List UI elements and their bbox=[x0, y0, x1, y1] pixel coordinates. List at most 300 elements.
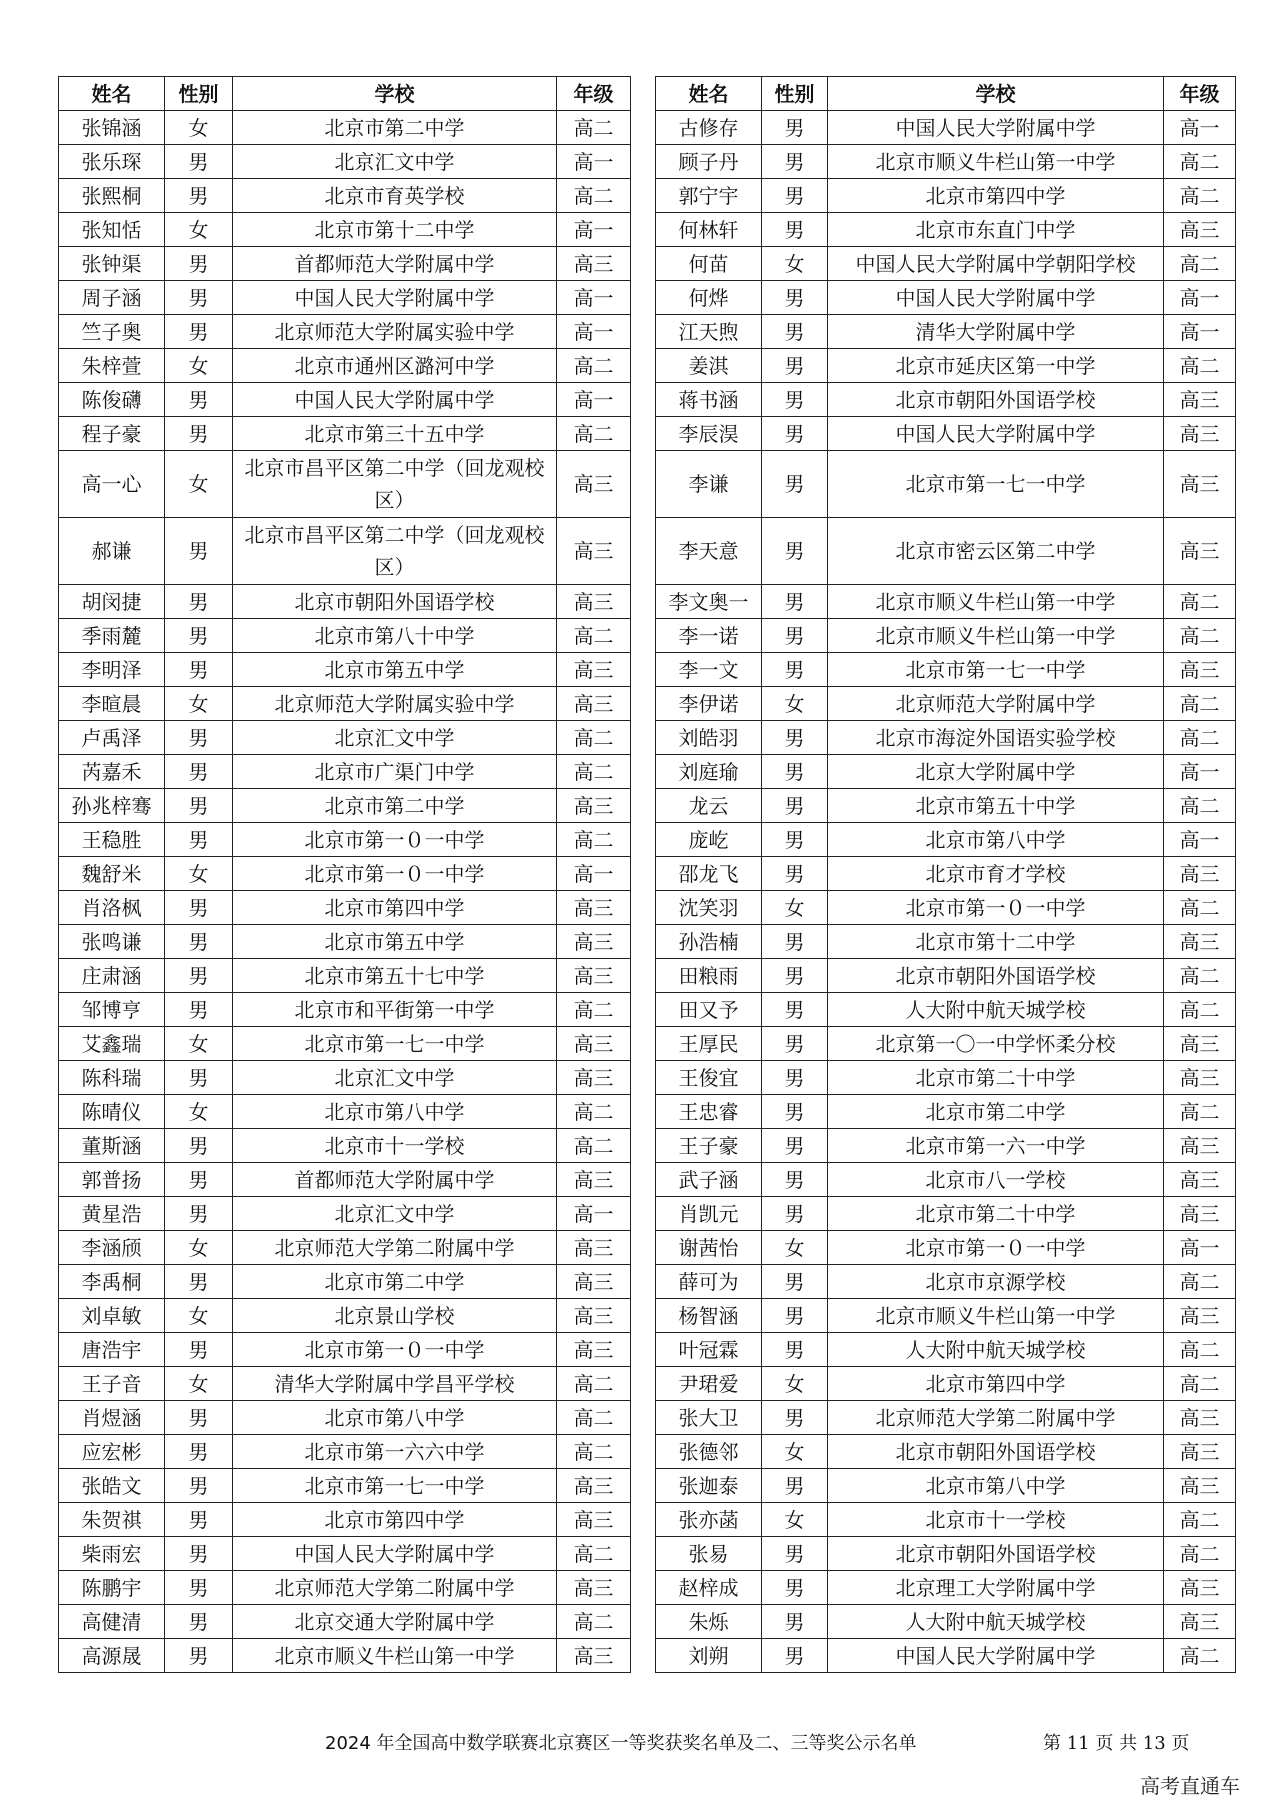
cell-school: 北京师范大学第二附属中学 bbox=[233, 1571, 557, 1605]
cell-grade: 高三 bbox=[557, 687, 631, 721]
cell-name: 蒋书涵 bbox=[656, 383, 762, 417]
cell-grade: 高三 bbox=[557, 518, 631, 585]
cell-grade: 高三 bbox=[557, 1299, 631, 1333]
cell-gender: 女 bbox=[165, 1231, 233, 1265]
cell-gender: 男 bbox=[762, 993, 828, 1027]
header-school: 学校 bbox=[828, 77, 1164, 111]
cell-school: 北京市第五十中学 bbox=[828, 789, 1164, 823]
page-number: 第 11 页 共 13 页 bbox=[1043, 1733, 1190, 1754]
cell-gender: 女 bbox=[165, 1367, 233, 1401]
table-row bbox=[59, 383, 631, 417]
cell-gender: 女 bbox=[165, 857, 233, 891]
cell-grade: 高二 bbox=[1164, 993, 1236, 1027]
cell-name: 杨智涵 bbox=[656, 1299, 762, 1333]
table-row bbox=[59, 925, 631, 959]
cell-grade: 高一 bbox=[1164, 1231, 1236, 1265]
header-gender: 性别 bbox=[762, 77, 828, 111]
cell-school: 北京市通州区潞河中学 bbox=[233, 349, 557, 383]
cell-name: 肖洛枫 bbox=[59, 891, 165, 925]
cell-gender: 男 bbox=[165, 755, 233, 789]
cell-gender: 男 bbox=[762, 1129, 828, 1163]
cell-grade: 高三 bbox=[557, 959, 631, 993]
table-row bbox=[656, 1537, 1236, 1571]
cell-gender: 女 bbox=[762, 1367, 828, 1401]
table-row bbox=[59, 619, 631, 653]
cell-name: 张乐琛 bbox=[59, 145, 165, 179]
cell-school: 北京市第一七一中学 bbox=[828, 653, 1164, 687]
cell-grade: 高二 bbox=[1164, 1503, 1236, 1537]
cell-name: 陈科瑞 bbox=[59, 1061, 165, 1095]
cell-name: 高健清 bbox=[59, 1605, 165, 1639]
cell-gender: 男 bbox=[165, 959, 233, 993]
cell-name: 庄肃涵 bbox=[59, 959, 165, 993]
cell-name: 龙云 bbox=[656, 789, 762, 823]
cell-school: 北京市育才学校 bbox=[828, 857, 1164, 891]
cell-grade: 高一 bbox=[557, 857, 631, 891]
cell-school: 人大附中航天城学校 bbox=[828, 1605, 1164, 1639]
cell-grade: 高一 bbox=[557, 145, 631, 179]
cell-gender: 男 bbox=[165, 993, 233, 1027]
footer-title: 2024 年全国高中数学联赛北京赛区一等奖获奖名单及二、三等奖公示名单 bbox=[325, 1733, 917, 1754]
cell-name: 张鸣谦 bbox=[59, 925, 165, 959]
table-row bbox=[656, 1469, 1236, 1503]
cell-gender: 男 bbox=[165, 417, 233, 451]
cell-gender: 男 bbox=[165, 1061, 233, 1095]
table-row bbox=[656, 585, 1236, 619]
cell-gender: 男 bbox=[762, 585, 828, 619]
cell-name: 王俊宜 bbox=[656, 1061, 762, 1095]
table-row bbox=[656, 1571, 1236, 1605]
cell-name: 李明泽 bbox=[59, 653, 165, 687]
cell-gender: 男 bbox=[165, 1197, 233, 1231]
cell-name: 沈笑羽 bbox=[656, 891, 762, 925]
cell-school: 北京市密云区第二中学 bbox=[828, 518, 1164, 585]
cell-grade: 高一 bbox=[1164, 315, 1236, 349]
cell-name: 李辰淏 bbox=[656, 417, 762, 451]
cell-grade: 高二 bbox=[1164, 247, 1236, 281]
cell-gender: 男 bbox=[762, 383, 828, 417]
cell-gender: 男 bbox=[165, 145, 233, 179]
cell-school: 中国人民大学附属中学 bbox=[828, 281, 1164, 315]
table-row bbox=[656, 1197, 1236, 1231]
cell-name: 孙兆梓骞 bbox=[59, 789, 165, 823]
cell-gender: 男 bbox=[165, 891, 233, 925]
table-row bbox=[656, 1367, 1236, 1401]
cell-gender: 男 bbox=[762, 179, 828, 213]
cell-grade: 高三 bbox=[557, 1571, 631, 1605]
cell-gender: 女 bbox=[165, 1095, 233, 1129]
cell-name: 朱梓萱 bbox=[59, 349, 165, 383]
cell-school: 北京市第八十中学 bbox=[233, 619, 557, 653]
cell-grade: 高二 bbox=[557, 1129, 631, 1163]
cell-grade: 高二 bbox=[1164, 585, 1236, 619]
cell-name: 陈俊礴 bbox=[59, 383, 165, 417]
cell-grade: 高二 bbox=[557, 1367, 631, 1401]
table-header-row bbox=[656, 77, 1236, 111]
table-row bbox=[59, 145, 631, 179]
cell-name: 姜淇 bbox=[656, 349, 762, 383]
table-row bbox=[59, 959, 631, 993]
cell-grade: 高三 bbox=[1164, 653, 1236, 687]
table-row bbox=[59, 1537, 631, 1571]
cell-grade: 高三 bbox=[1164, 518, 1236, 585]
table-row bbox=[59, 789, 631, 823]
header-grade: 年级 bbox=[557, 77, 631, 111]
cell-school: 北京师范大学第二附属中学 bbox=[828, 1401, 1164, 1435]
cell-grade: 高三 bbox=[1164, 1469, 1236, 1503]
cell-name: 芮嘉禾 bbox=[59, 755, 165, 789]
cell-school: 北京市八一学校 bbox=[828, 1163, 1164, 1197]
cell-school: 中国人民大学附属中学 bbox=[828, 417, 1164, 451]
cell-school: 北京市第一六一中学 bbox=[828, 1129, 1164, 1163]
cell-gender: 男 bbox=[165, 1435, 233, 1469]
cell-gender: 男 bbox=[762, 619, 828, 653]
cell-school: 北京市十一学校 bbox=[233, 1129, 557, 1163]
table-row bbox=[59, 1197, 631, 1231]
cell-name: 胡闵捷 bbox=[59, 585, 165, 619]
cell-school: 北京市第二中学 bbox=[233, 1265, 557, 1299]
table-row bbox=[59, 518, 631, 585]
cell-school: 北京市朝阳外国语学校 bbox=[233, 585, 557, 619]
cell-gender: 女 bbox=[165, 349, 233, 383]
cell-name: 何林轩 bbox=[656, 213, 762, 247]
cell-school: 北京市第四中学 bbox=[828, 1367, 1164, 1401]
table-row bbox=[59, 823, 631, 857]
cell-school: 北京市延庆区第一中学 bbox=[828, 349, 1164, 383]
cell-name: 周子涵 bbox=[59, 281, 165, 315]
table-row bbox=[59, 1061, 631, 1095]
cell-name: 黄星浩 bbox=[59, 1197, 165, 1231]
cell-grade: 高一 bbox=[557, 383, 631, 417]
cell-school: 北京汇文中学 bbox=[233, 721, 557, 755]
cell-grade: 高二 bbox=[557, 417, 631, 451]
table-row bbox=[59, 1299, 631, 1333]
cell-gender: 女 bbox=[165, 213, 233, 247]
table-row bbox=[656, 789, 1236, 823]
cell-school: 北京市昌平区第二中学（回龙观校区） bbox=[233, 451, 557, 518]
cell-school: 北京市京源学校 bbox=[828, 1265, 1164, 1299]
cell-gender: 女 bbox=[165, 451, 233, 518]
roster-table-left bbox=[58, 76, 631, 1673]
cell-name: 张迦泰 bbox=[656, 1469, 762, 1503]
cell-name: 唐浩宇 bbox=[59, 1333, 165, 1367]
cell-grade: 高二 bbox=[1164, 721, 1236, 755]
table-row bbox=[656, 281, 1236, 315]
table-row bbox=[59, 857, 631, 891]
cell-school: 北京市第一七一中学 bbox=[828, 451, 1164, 518]
cell-grade: 高三 bbox=[557, 585, 631, 619]
cell-name: 王厚民 bbox=[656, 1027, 762, 1061]
cell-grade: 高二 bbox=[1164, 959, 1236, 993]
cell-gender: 男 bbox=[762, 925, 828, 959]
table-row bbox=[656, 518, 1236, 585]
table-row bbox=[656, 1231, 1236, 1265]
table-row bbox=[656, 1299, 1236, 1333]
cell-gender: 女 bbox=[165, 687, 233, 721]
cell-name: 陈鹏宇 bbox=[59, 1571, 165, 1605]
cell-grade: 高三 bbox=[1164, 1299, 1236, 1333]
cell-gender: 男 bbox=[762, 653, 828, 687]
cell-gender: 男 bbox=[762, 349, 828, 383]
cell-name: 武子涵 bbox=[656, 1163, 762, 1197]
cell-school: 中国人民大学附属中学 bbox=[233, 383, 557, 417]
cell-grade: 高二 bbox=[1164, 1367, 1236, 1401]
cell-gender: 女 bbox=[762, 1435, 828, 1469]
cell-name: 李天意 bbox=[656, 518, 762, 585]
cell-name: 何苗 bbox=[656, 247, 762, 281]
table-row bbox=[656, 687, 1236, 721]
cell-grade: 高三 bbox=[557, 925, 631, 959]
table-row bbox=[59, 585, 631, 619]
cell-gender: 男 bbox=[762, 1299, 828, 1333]
table-row bbox=[59, 1571, 631, 1605]
cell-gender: 男 bbox=[762, 1571, 828, 1605]
cell-gender: 男 bbox=[762, 1469, 828, 1503]
cell-name: 郝谦 bbox=[59, 518, 165, 585]
header-grade: 年级 bbox=[1164, 77, 1236, 111]
cell-grade: 高二 bbox=[1164, 891, 1236, 925]
cell-gender: 男 bbox=[165, 1469, 233, 1503]
cell-grade: 高二 bbox=[557, 755, 631, 789]
cell-gender: 男 bbox=[762, 417, 828, 451]
table-row bbox=[656, 823, 1236, 857]
header-name: 姓名 bbox=[59, 77, 165, 111]
cell-school: 北京市十一学校 bbox=[828, 1503, 1164, 1537]
cell-grade: 高三 bbox=[1164, 383, 1236, 417]
cell-name: 卢禹泽 bbox=[59, 721, 165, 755]
cell-grade: 高一 bbox=[1164, 823, 1236, 857]
cell-school: 北京大学附属中学 bbox=[828, 755, 1164, 789]
cell-grade: 高二 bbox=[1164, 789, 1236, 823]
table-row bbox=[656, 619, 1236, 653]
cell-gender: 男 bbox=[165, 1503, 233, 1537]
cell-gender: 男 bbox=[165, 315, 233, 349]
table-row bbox=[59, 417, 631, 451]
cell-grade: 高三 bbox=[557, 451, 631, 518]
table-row bbox=[656, 959, 1236, 993]
cell-grade: 高三 bbox=[1164, 1129, 1236, 1163]
cell-name: 李一诺 bbox=[656, 619, 762, 653]
cell-school: 北京师范大学第二附属中学 bbox=[233, 1231, 557, 1265]
cell-grade: 高三 bbox=[557, 1061, 631, 1095]
cell-grade: 高二 bbox=[1164, 1265, 1236, 1299]
cell-gender: 男 bbox=[762, 1639, 828, 1673]
cell-gender: 男 bbox=[165, 653, 233, 687]
cell-grade: 高三 bbox=[557, 1265, 631, 1299]
cell-gender: 男 bbox=[165, 1605, 233, 1639]
cell-school: 中国人民大学附属中学 bbox=[233, 281, 557, 315]
table-row bbox=[59, 111, 631, 145]
table-row bbox=[59, 247, 631, 281]
cell-gender: 男 bbox=[165, 789, 233, 823]
cell-school: 北京市第一七一中学 bbox=[233, 1469, 557, 1503]
cell-name: 郭普扬 bbox=[59, 1163, 165, 1197]
cell-name: 刘庭瑜 bbox=[656, 755, 762, 789]
cell-school: 北京市第八中学 bbox=[828, 823, 1164, 857]
cell-school: 中国人民大学附属中学 bbox=[828, 1639, 1164, 1673]
table-row bbox=[656, 451, 1236, 518]
cell-school: 北京市第四中学 bbox=[233, 891, 557, 925]
table-row bbox=[59, 1401, 631, 1435]
cell-name: 庞屹 bbox=[656, 823, 762, 857]
cell-school: 北京市第十二中学 bbox=[233, 213, 557, 247]
table-row bbox=[656, 857, 1236, 891]
cell-gender: 男 bbox=[762, 281, 828, 315]
cell-grade: 高三 bbox=[1164, 1027, 1236, 1061]
header-name: 姓名 bbox=[656, 77, 762, 111]
cell-name: 李一文 bbox=[656, 653, 762, 687]
cell-gender: 男 bbox=[165, 925, 233, 959]
table-row bbox=[656, 111, 1236, 145]
cell-school: 人大附中航天城学校 bbox=[828, 1333, 1164, 1367]
cell-school: 北京汇文中学 bbox=[233, 1061, 557, 1095]
cell-grade: 高三 bbox=[557, 1163, 631, 1197]
cell-name: 郭宁宇 bbox=[656, 179, 762, 213]
cell-grade: 高一 bbox=[1164, 281, 1236, 315]
cell-school: 北京市顺义牛栏山第一中学 bbox=[233, 1639, 557, 1673]
cell-grade: 高一 bbox=[557, 315, 631, 349]
cell-name: 刘皓羽 bbox=[656, 721, 762, 755]
table-row bbox=[656, 179, 1236, 213]
cell-gender: 男 bbox=[762, 789, 828, 823]
table-row bbox=[656, 1129, 1236, 1163]
cell-grade: 高二 bbox=[557, 1095, 631, 1129]
cell-grade: 高二 bbox=[557, 619, 631, 653]
cell-gender: 男 bbox=[762, 1333, 828, 1367]
table-row bbox=[59, 1605, 631, 1639]
header-school: 学校 bbox=[233, 77, 557, 111]
cell-school: 中国人民大学附属中学 bbox=[828, 111, 1164, 145]
cell-school: 北京市顺义牛栏山第一中学 bbox=[828, 619, 1164, 653]
table-row bbox=[59, 1231, 631, 1265]
table-row bbox=[59, 1333, 631, 1367]
cell-grade: 高三 bbox=[1164, 1061, 1236, 1095]
page-footer bbox=[0, 1729, 1280, 1759]
cell-gender: 男 bbox=[165, 721, 233, 755]
cell-school: 北京市第一０一中学 bbox=[233, 857, 557, 891]
cell-name: 尹珺爱 bbox=[656, 1367, 762, 1401]
cell-gender: 男 bbox=[762, 755, 828, 789]
table-row bbox=[656, 1435, 1236, 1469]
cell-grade: 高一 bbox=[1164, 111, 1236, 145]
cell-name: 叶冠霖 bbox=[656, 1333, 762, 1367]
cell-school: 北京市朝阳外国语学校 bbox=[828, 959, 1164, 993]
cell-name: 顾子丹 bbox=[656, 145, 762, 179]
table-row bbox=[59, 1367, 631, 1401]
cell-name: 高一心 bbox=[59, 451, 165, 518]
table-row bbox=[656, 417, 1236, 451]
table-row bbox=[656, 925, 1236, 959]
cell-school: 北京市顺义牛栏山第一中学 bbox=[828, 145, 1164, 179]
table-row bbox=[59, 1265, 631, 1299]
cell-gender: 男 bbox=[165, 1163, 233, 1197]
cell-school: 北京市昌平区第二中学（回龙观校区） bbox=[233, 518, 557, 585]
cell-school: 北京市第八中学 bbox=[233, 1401, 557, 1435]
cell-name: 李涵颀 bbox=[59, 1231, 165, 1265]
table-row bbox=[59, 1027, 631, 1061]
cell-school: 清华大学附属中学昌平学校 bbox=[233, 1367, 557, 1401]
table-row bbox=[656, 145, 1236, 179]
cell-grade: 高三 bbox=[1164, 1571, 1236, 1605]
cell-gender: 男 bbox=[762, 823, 828, 857]
cell-school: 北京市第一０一中学 bbox=[828, 1231, 1164, 1265]
table-row bbox=[59, 1503, 631, 1537]
table-row bbox=[59, 1469, 631, 1503]
cell-grade: 高二 bbox=[1164, 145, 1236, 179]
table-row bbox=[656, 383, 1236, 417]
cell-grade: 高三 bbox=[1164, 1401, 1236, 1435]
cell-gender: 女 bbox=[762, 891, 828, 925]
table-row bbox=[59, 653, 631, 687]
cell-grade: 高二 bbox=[557, 111, 631, 145]
cell-name: 张大卫 bbox=[656, 1401, 762, 1435]
cell-gender: 女 bbox=[165, 111, 233, 145]
cell-name: 朱烁 bbox=[656, 1605, 762, 1639]
cell-name: 肖凯元 bbox=[656, 1197, 762, 1231]
cell-school: 北京市育英学校 bbox=[233, 179, 557, 213]
cell-grade: 高三 bbox=[1164, 1197, 1236, 1231]
cell-gender: 男 bbox=[762, 1095, 828, 1129]
cell-school: 首都师范大学附属中学 bbox=[233, 1163, 557, 1197]
table-row bbox=[59, 213, 631, 247]
cell-school: 北京市第一０一中学 bbox=[828, 891, 1164, 925]
cell-name: 高源晟 bbox=[59, 1639, 165, 1673]
cell-gender: 男 bbox=[762, 451, 828, 518]
cell-gender: 男 bbox=[762, 1401, 828, 1435]
cell-grade: 高二 bbox=[557, 721, 631, 755]
cell-school: 首都师范大学附属中学 bbox=[233, 247, 557, 281]
cell-grade: 高三 bbox=[557, 1027, 631, 1061]
cell-name: 王子音 bbox=[59, 1367, 165, 1401]
cell-school: 北京汇文中学 bbox=[233, 145, 557, 179]
cell-gender: 男 bbox=[762, 1537, 828, 1571]
cell-gender: 女 bbox=[165, 1299, 233, 1333]
cell-school: 北京市第一０一中学 bbox=[233, 1333, 557, 1367]
table-row bbox=[656, 1605, 1236, 1639]
cell-school: 北京市第五中学 bbox=[233, 653, 557, 687]
cell-school: 北京市海淀外国语实验学校 bbox=[828, 721, 1164, 755]
cell-grade: 高二 bbox=[557, 1537, 631, 1571]
cell-grade: 高二 bbox=[1164, 1333, 1236, 1367]
cell-name: 张知恬 bbox=[59, 213, 165, 247]
cell-grade: 高二 bbox=[1164, 1639, 1236, 1673]
cell-grade: 高三 bbox=[557, 653, 631, 687]
table-row bbox=[656, 993, 1236, 1027]
cell-gender: 男 bbox=[165, 518, 233, 585]
cell-gender: 男 bbox=[762, 1197, 828, 1231]
cell-school: 清华大学附属中学 bbox=[828, 315, 1164, 349]
cell-name: 艾鑫瑞 bbox=[59, 1027, 165, 1061]
cell-gender: 男 bbox=[762, 145, 828, 179]
cell-school: 北京市第四中学 bbox=[828, 179, 1164, 213]
cell-school: 北京市第一七一中学 bbox=[233, 1027, 557, 1061]
cell-grade: 高一 bbox=[1164, 755, 1236, 789]
cell-school: 北京市广渠门中学 bbox=[233, 755, 557, 789]
table-row bbox=[59, 281, 631, 315]
cell-name: 张易 bbox=[656, 1537, 762, 1571]
cell-grade: 高三 bbox=[557, 1639, 631, 1673]
cell-gender: 女 bbox=[762, 1231, 828, 1265]
cell-grade: 高三 bbox=[1164, 1435, 1236, 1469]
table-row bbox=[59, 1639, 631, 1673]
cell-grade: 高一 bbox=[557, 213, 631, 247]
cell-gender: 男 bbox=[165, 1639, 233, 1673]
cell-grade: 高二 bbox=[557, 1401, 631, 1435]
cell-school: 北京市第二中学 bbox=[828, 1095, 1164, 1129]
cell-name: 竺子奥 bbox=[59, 315, 165, 349]
table-row bbox=[59, 721, 631, 755]
cell-name: 魏舒米 bbox=[59, 857, 165, 891]
